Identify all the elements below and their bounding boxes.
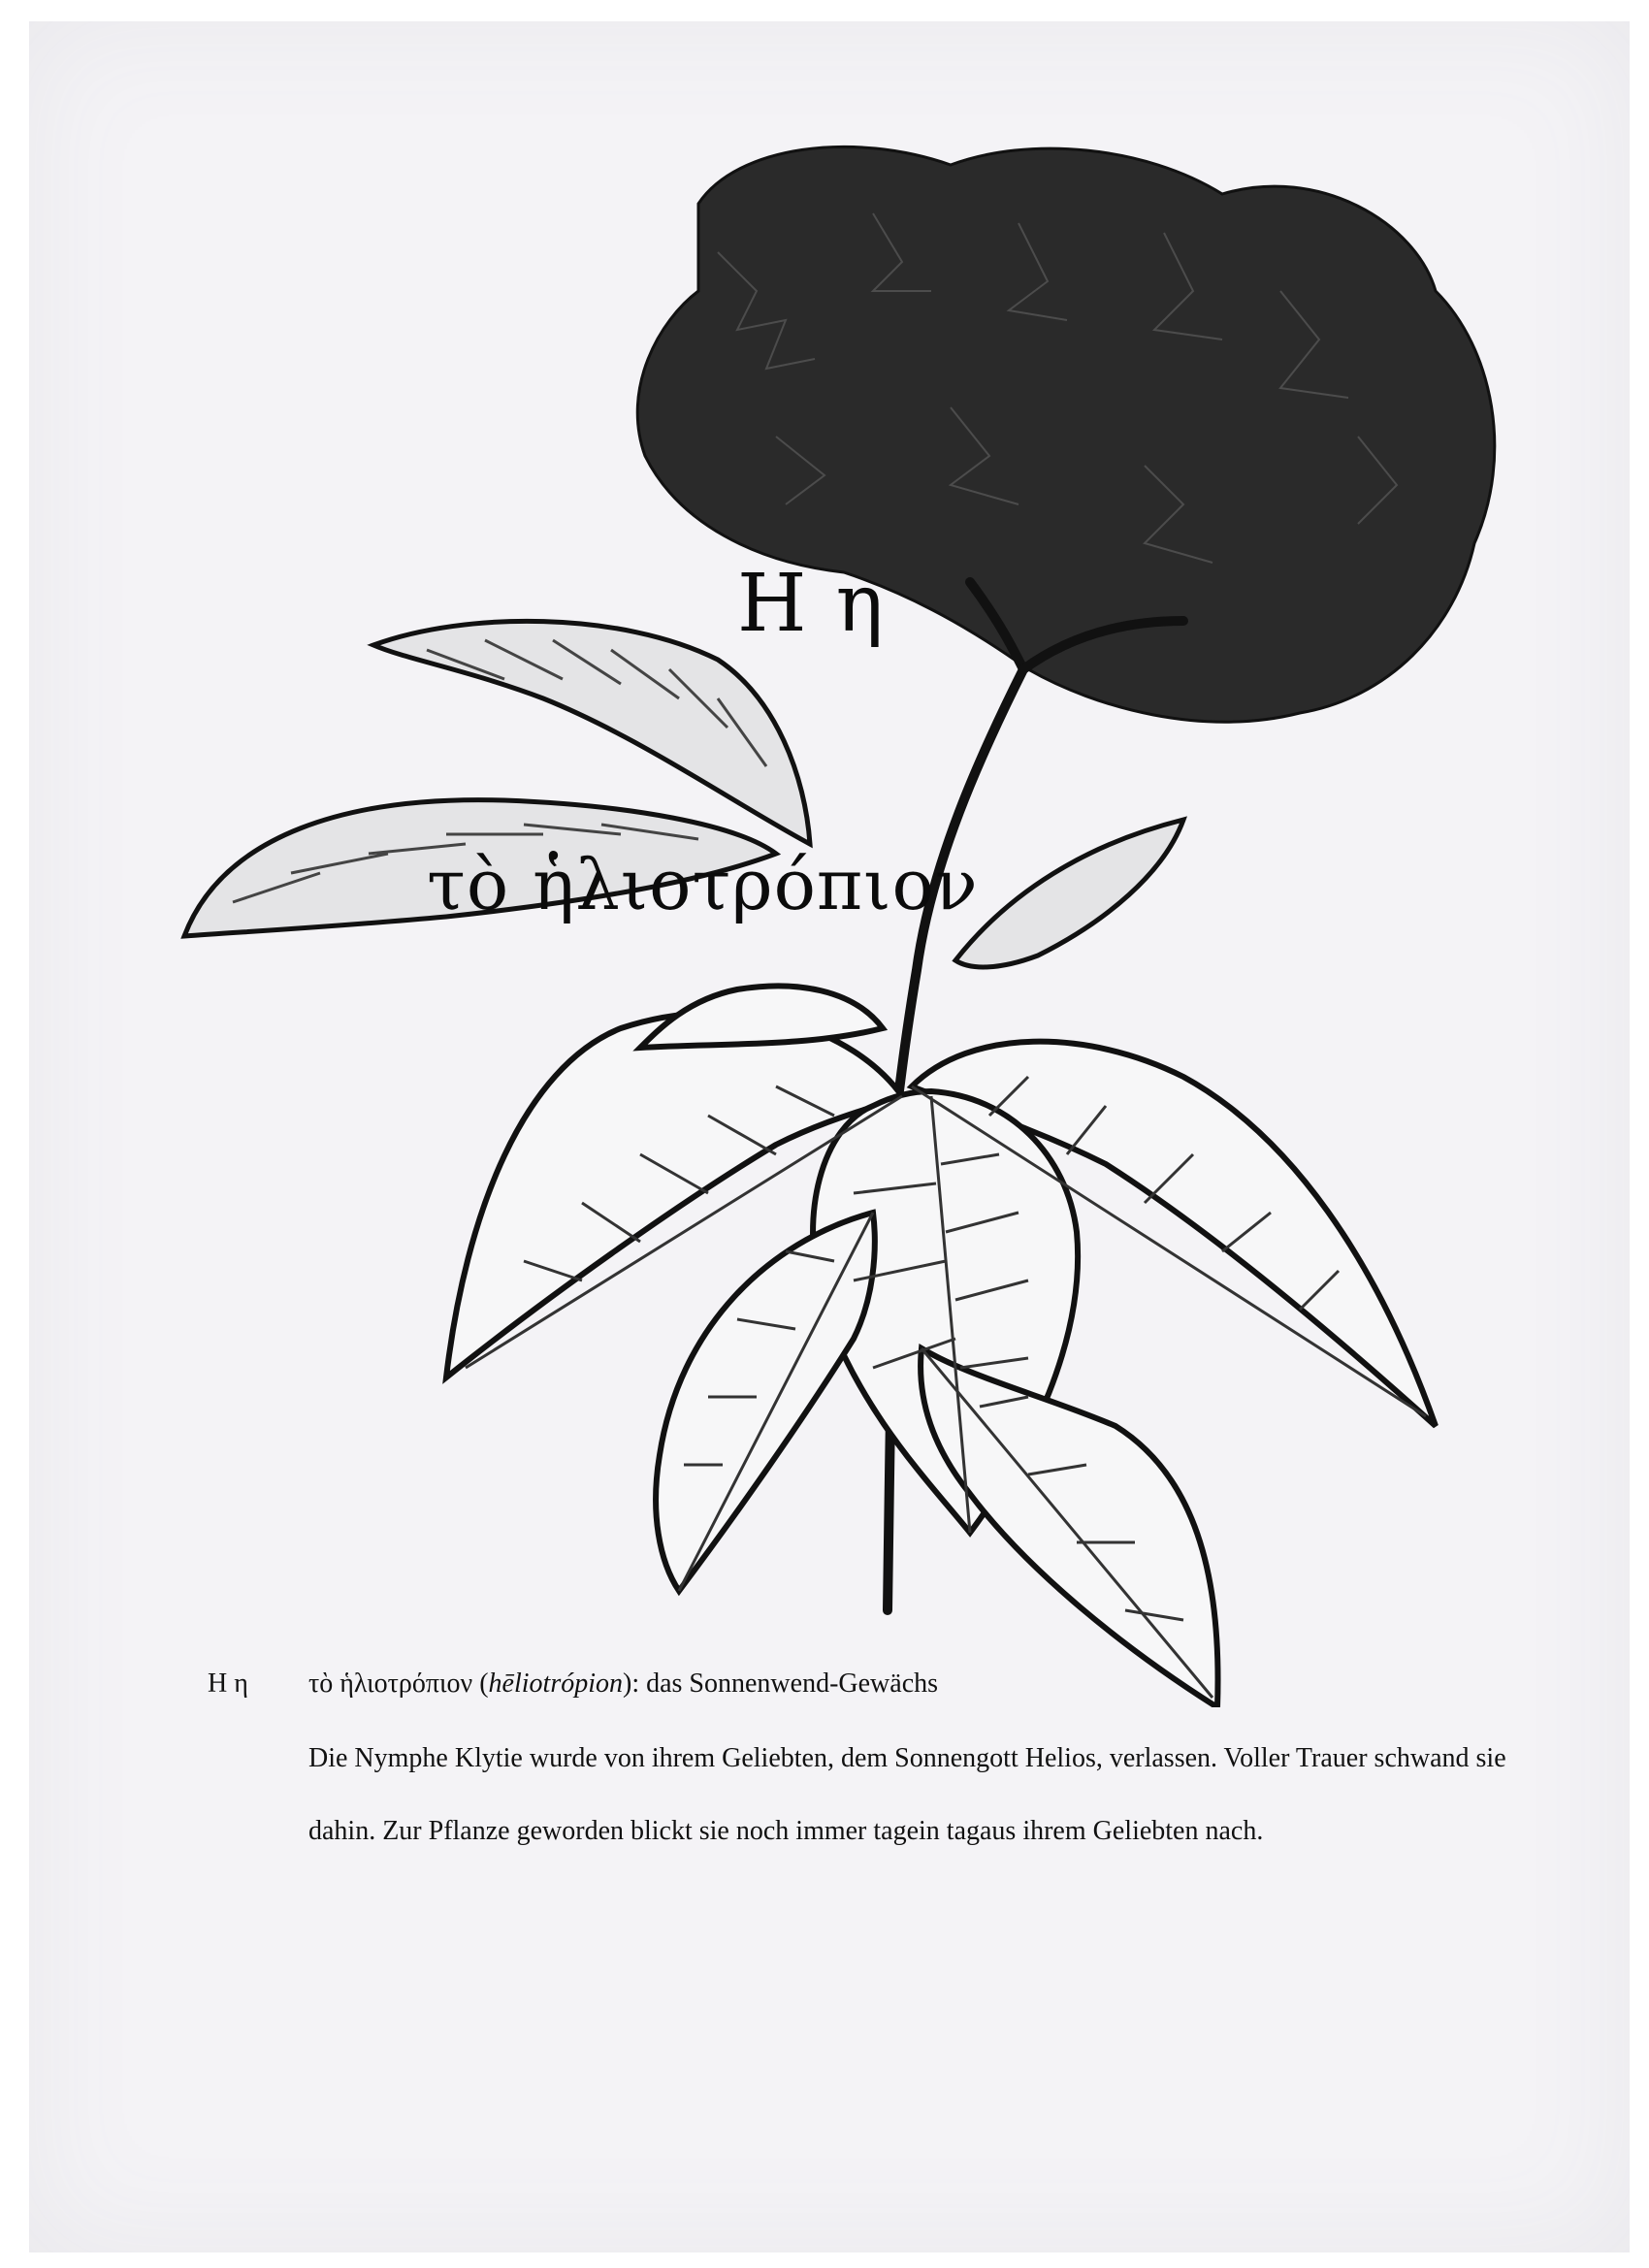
lower-leaves: [446, 986, 1436, 1707]
entry-transliteration: hēliotrópion: [488, 1669, 623, 1699]
entry-text: Die Nymphe Klytie wurde von ihrem Geliebten, dem Sonnengott Helios, verlassen. Voller Trauer schwand sie dahin. Zur Pflanze geworden blickt sie noch immer tagein tagaus ihrem Geliebten nach.: [308, 1743, 1506, 1846]
entry-gloss: das Sonnenwend-Gewächs: [646, 1669, 939, 1699]
entry-paren-close: ):: [623, 1669, 647, 1699]
entry-headline: [308, 1669, 938, 1700]
heading-word: τὸ ἡλιοτρόπιον: [427, 844, 979, 925]
entry-letter: Η η: [208, 1669, 248, 1699]
entry-word: τὸ ἡλιοτρόπιον: [308, 1669, 473, 1699]
entry-paren-open: (: [472, 1669, 489, 1699]
heading-letter: Η η: [737, 558, 886, 650]
